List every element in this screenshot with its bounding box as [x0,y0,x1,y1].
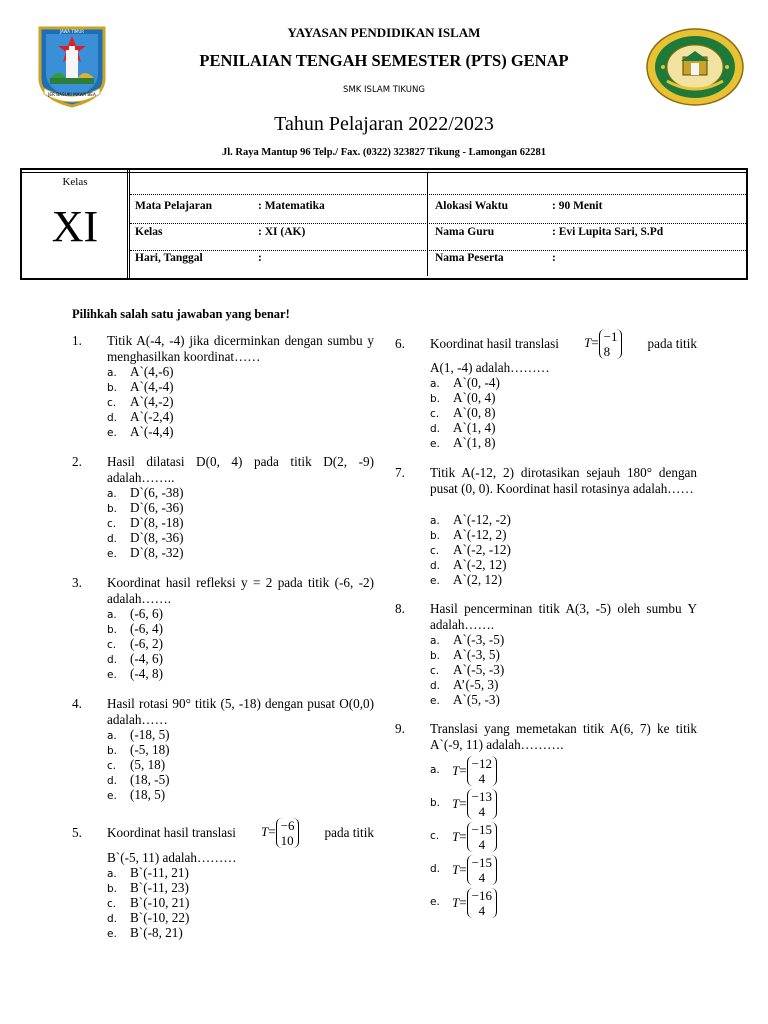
exam-title: PENILAIAN TENGAH SEMESTER (PTS) GENAP [199,51,569,70]
info-date-value: : [258,252,262,264]
option-b[interactable]: b. A`(0, 4) [430,390,496,405]
option-a[interactable]: a. (-18, 5) [107,727,170,742]
info-subject-label: Mata Pelajaran [135,200,212,212]
option-a[interactable]: a. A`(4,-6) [107,364,174,379]
option-e[interactable]: e. (18, 5) [107,787,166,802]
question-text-line2: A(1, -4) adalah……… [430,360,550,375]
options-list [107,865,189,940]
options-list [107,485,183,560]
option-e[interactable]: e. A`(5, -3) [430,692,500,707]
options-list [107,727,170,802]
info-class-label: Kelas [135,226,163,238]
question-number: 3. [72,575,82,590]
class-label: Kelas [62,176,88,188]
option-b[interactable]: b. (-5, 18) [107,742,170,757]
school-seal-logo [645,27,745,107]
option-e[interactable]: e. A`(1, 8) [430,435,496,450]
option-b[interactable]: b. (-6, 4) [107,621,163,636]
info-teacher-label: Nama Guru [435,226,495,238]
option-c[interactable]: c. D`(8, -18) [107,515,184,530]
option-c[interactable]: c. A`(4,-2) [107,394,174,409]
option-c[interactable]: c. A`(-5, -3) [430,662,505,677]
option-d[interactable]: d. D`(8, -36) [107,530,184,545]
table-row-line [130,223,746,224]
question-text: Hasil pencerminan titik A(3, -5) oleh sumbu Y adalah……. [430,601,697,632]
option-d[interactable]: d. A`(1, 4) [430,420,496,435]
question-number: 6. [395,336,405,351]
option-e[interactable]: e. T = −16 4 [430,886,497,919]
question-text: Translasi yang memetakan titik A(6, 7) ke titik A`(-9, 11) adalah………. [430,721,697,752]
option-e[interactable]: e. (-4, 8) [107,666,163,681]
question-text: Koordinat hasil translasi T= −1 8 pada titik [430,328,697,359]
option-c[interactable]: c. (5, 18) [107,757,166,772]
foundation-name: YAYASAN PENDIDIKAN ISLAM [287,25,481,40]
option-b[interactable]: b. D`(6, -36) [107,500,184,515]
svg-text:JER BASUKI MAWA BEA: JER BASUKI MAWA BEA [48,92,96,97]
class-value: XI [51,202,99,251]
translation-matrix: T= −6 10 [261,818,300,848]
option-e[interactable]: e. A`(2, 12) [430,572,503,587]
option-d[interactable]: d. (18, -5) [107,772,170,787]
question-text-line2: B`(-5, 11) adalah……… [107,850,237,865]
question-number: 4. [72,696,82,711]
option-d[interactable]: d. T = −15 4 [430,853,497,886]
info-duration-value: : 90 Menit [552,200,603,212]
info-teacher-value: : Evi Lupita Sari, S.Pd [552,226,664,238]
translation-matrix: T= −1 8 [584,329,623,359]
school-address: Jl. Raya Mantup 96 Telp./ Fax. (0322) 323827 Tikung - Lamongan 62281 [221,147,546,158]
info-student-label: Nama Peserta [435,252,504,264]
option-c[interactable]: c. A`(-2, -12) [430,542,511,557]
info-class-value: : XI (AK) [258,226,306,238]
question-number: 1. [72,333,82,348]
table-row-line [130,194,746,195]
options-list [430,512,511,587]
question-text: Koordinat hasil translasi T= −6 10 pada titik [107,818,374,848]
option-a[interactable]: a. A`(-3, -5) [430,632,505,647]
options-list [430,632,504,707]
table-divider [427,172,428,276]
exam-info-table [20,168,748,280]
options-list [430,375,500,450]
option-e[interactable]: e. B`(-8, 21) [107,925,183,940]
question-text: Hasil rotasi 90° titik (5, -18) dengan pusat O(0,0) adalah…… [107,696,374,727]
option-d[interactable]: d. B`(-10, 22) [107,910,190,925]
question-number: 2. [72,454,82,469]
option-b[interactable]: b. A`(-12, 2) [430,527,507,542]
info-subject-value: : Matematika [258,200,325,212]
options-list [107,364,174,439]
question-text: Koordinat hasil refleksi y = 2 pada titik (-6, -2) adalah……. [107,575,374,606]
options-list [107,606,163,681]
option-c[interactable]: c. (-6, 2) [107,636,163,651]
academic-year: Tahun Pelajaran 2022/2023 [274,113,494,135]
table-row-line [130,250,746,251]
question-number: 7. [395,465,405,480]
option-d[interactable]: d. A`(-2,4) [107,409,174,424]
option-a[interactable]: a. A`(-12, -2) [430,512,511,527]
info-duration-label: Alokasi Waktu [435,200,508,212]
option-b[interactable]: b. T = −13 4 [430,787,497,820]
option-b[interactable]: b. A`(-3, 5) [430,647,500,662]
option-a[interactable]: a. T = −12 4 [430,754,497,787]
info-student-value: : [552,252,556,264]
question-number: 8. [395,601,405,616]
question-text: Titik A(-12, 2) dirotasikan sejauh 180° dengan pusat (0, 0). Koordinat hasil rotasinya adalah…… [430,465,697,496]
option-e[interactable]: e. A`(-4,4) [107,424,174,439]
class-cell [22,170,130,278]
school-name: SMK ISLAM TIKUNG [343,85,425,95]
option-d[interactable]: d. A`(-2, 12) [430,557,507,572]
question-text: Titik A(-4, -4) jika dicerminkan dengan sumbu y menghasilkan koordinat…… [107,333,374,364]
option-b[interactable]: b. B`(-11, 23) [107,880,189,895]
options-list [430,754,497,919]
option-c[interactable]: c. A`(0, 8) [430,405,496,420]
option-a[interactable]: a. D`(6, -38) [107,485,184,500]
option-e[interactable]: e. D`(8, -32) [107,545,184,560]
option-a[interactable]: a. B`(-11, 21) [107,865,189,880]
question-number: 9. [395,721,405,736]
question-text: Hasil dilatasi D(0, 4) pada titik D(2, -9) adalah…….. [107,454,374,485]
option-d[interactable]: d. (-4, 6) [107,651,163,666]
info-date-label: Hari, Tanggal [135,252,203,264]
option-d[interactable]: d. A’(-5, 3) [430,677,499,692]
instruction-text: Pilihkah salah satu jawaban yang benar! [72,307,290,321]
option-c[interactable]: c. T = −15 4 [430,820,497,853]
option-b[interactable]: b. A`(4,-4) [107,379,174,394]
option-a[interactable]: a. (-6, 6) [107,606,163,621]
option-a[interactable]: a. A`(0, -4) [430,375,500,390]
option-c[interactable]: c. B`(-10, 21) [107,895,190,910]
province-emblem-logo [36,24,108,108]
question-number: 5. [72,825,82,840]
svg-text:JAWA TIMUR: JAWA TIMUR [59,29,85,34]
